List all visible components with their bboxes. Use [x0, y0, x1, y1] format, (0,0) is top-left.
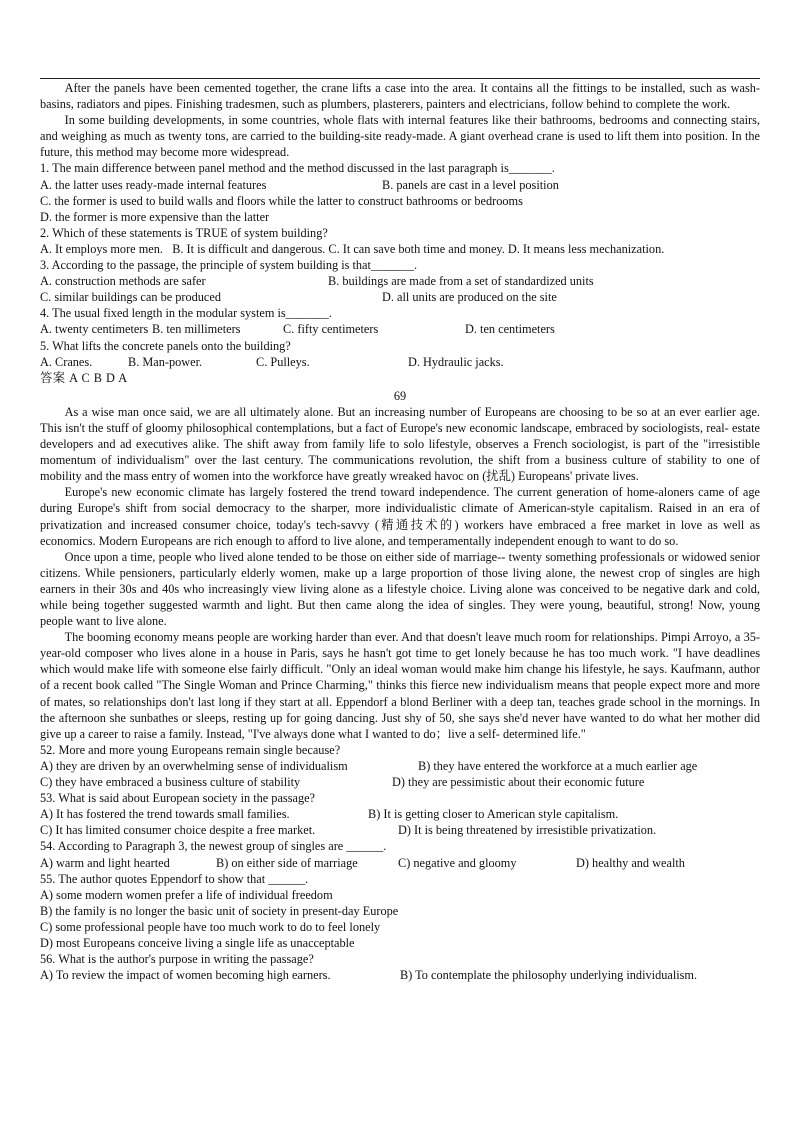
page-number: 69	[393, 388, 407, 403]
question: 56. What is the author's purpose in writing the passage?	[40, 952, 314, 967]
option: A. the latter uses ready-made internal features	[40, 177, 267, 192]
option: D. ten centimeters	[465, 322, 555, 337]
option: D) most Europeans conceive living a single life as unacceptable	[40, 935, 355, 950]
option-row	[40, 354, 760, 370]
passage2-paragraph: Europe's new economic climate has largely fostered the trend toward independence. The current generation of home-aloners came of age during Europe's shift from social democracy to the sharper, more individualistic climate of American-style capitalism. Raised in an era of privatization and increased consumer choice, today's tech-savvy (精通技术的) workers have embraced a free market in love as well as economics. Modern Europeans are rich enough to afford to live alone, and temperamentally independent enough to want to do so.	[40, 485, 760, 548]
passage1-paragraph: In some building developments, in some countries, whole flats with internal features like their bathrooms, bedrooms and connecting stairs, and weighing as much as twenty tons, are carried to the building-site ready-made. A giant overhead crane is used to lift them into position. In the future, this method may become more widespread.	[40, 113, 760, 160]
option: C. Pulleys.	[256, 354, 310, 369]
option-row	[40, 758, 760, 774]
option: B) To contemplate the philosophy underlying individualism.	[400, 968, 698, 983]
option: B. panels are cast in a level position	[382, 177, 559, 192]
question: 54. According to Paragraph 3, the newest group of singles are ______.	[40, 839, 387, 854]
option: A) some modern women prefer a life of individual freedom	[40, 887, 333, 902]
option-row	[40, 321, 760, 337]
question: 3. According to the passage, the principle of system building is that_______.	[40, 258, 418, 273]
option: B) It is getting closer to American style capitalism.	[368, 807, 619, 822]
option: B) on either side of marriage	[216, 855, 358, 870]
option: B. ten millimeters	[152, 322, 241, 337]
option: A) To review the impact of women becoming high earners.	[40, 968, 331, 983]
option: C. fifty centimeters	[283, 322, 379, 337]
passage2-paragraph: Once upon a time, people who lived alone tended to be those on either side of marriage-- twenty something professionals or widowed senior citizens. While pensioners, particularly elderly women, make up a large proportion of those living alone, the newest crop of singles are high earners in their 30s and 40s who increasingly view living alone as a lifestyle choice. Living alone was conceived to be negative dark and cold, while being together suggested warmth and light. But then came along the idea of singles. They were young, beautiful, strong! Now, young people want to live alone.	[40, 549, 760, 629]
passage2-paragraph: The booming economy means people are working harder than ever. And that doesn't leave much room for relationships. Pimpi Arroyo, a 35-year-old composer who lives alone in a house in Paris, says he hasn't got time to get lonely because he has too much work. "I have deadlines which would make life with someone else fairly difficult. "Only an ideal woman would make him change his lifestyle, he says. Kaufmann, author of a recent book called "The Single Woman and Prince Charming," thinks this fierce new individualism means that people expect more and more of mates, so relationships don't last long if they start at all. Eppendorf a blond Berliner with a deep tan, teaches grade school in the mornings. In the afternoon she sunbathes or sleeps, resting up for going dancing. Just shy of 50, she says she'd never have wanted to do what her mother did give up a career to raise a family. Instead, "I've always done what I wanted to do；live a self- determined life."	[40, 630, 760, 741]
option-row	[40, 822, 760, 838]
option: C. It can save both time and money.	[328, 241, 505, 256]
question: 2. Which of these statements is TRUE of system building?	[40, 225, 328, 240]
question: 5. What lifts the concrete panels onto the building?	[40, 338, 291, 353]
option: B. It is difficult and dangerous.	[172, 241, 326, 256]
option: D. It means less mechanization.	[507, 241, 665, 256]
option: C. the former is used to build walls and floors while the latter to construct bathrooms or bedrooms	[40, 193, 523, 208]
passage1-paragraph: After the panels have been cemented together, the crane lifts a case into the area. It contains all the fittings to be installed, such as wash-basins, radiators and pipes. Finishing tradesmen, such as plumbers, plasterers, painters and electricians, follow behind to complete the work.	[40, 81, 760, 112]
question: 55. The author quotes Eppendorf to show that ______.	[40, 871, 309, 886]
option: B) they have entered the workforce at a much earlier age	[418, 758, 698, 773]
option: A. construction methods are safer	[40, 274, 206, 289]
option: D) healthy and wealth	[576, 855, 685, 870]
question: 52. More and more young Europeans remain single because?	[40, 742, 341, 757]
option: D. the former is more expensive than the latter	[40, 209, 270, 224]
option: A) warm and light hearted	[40, 855, 170, 870]
header-rule	[40, 78, 760, 79]
option-row	[40, 273, 760, 289]
option: C) some professional people have too much work to do to feel lonely	[40, 919, 381, 934]
document-page	[40, 80, 760, 983]
option: D) they are pessimistic about their economic future	[392, 775, 645, 790]
option-row	[40, 774, 760, 790]
option: A. It employs more men.	[40, 241, 163, 256]
option: B. Man-power.	[128, 354, 203, 369]
option: A. twenty centimeters	[40, 322, 149, 337]
option-row	[40, 967, 760, 983]
option: C. similar buildings can be produced	[40, 290, 222, 305]
option: C) they have embraced a business culture of stability	[40, 775, 301, 790]
passage2-paragraph: As a wise man once said, we are all ultimately alone. But an increasing number of Europeans are choosing to be so at an ever earlier age. This isn't the stuff of gloomy philosophical contemplations, but a fact of Europe's new economic landscape, embraced by sociologists, real- estate developers and ad executives alike. The shift away from family life to solo lifestyle, observes a French sociologist, is part of the "irresistible momentum of individualism" over the last century. The communications revolution, the shift from a business culture of stability to one of mobility and the mass entry of women into the workforce have greatly wreaked havoc on (扰乱) Europeans' private lives.	[40, 404, 760, 484]
option: B. buildings are made from a set of standardized units	[328, 274, 594, 289]
option-row	[40, 855, 760, 871]
option: C) It has limited consumer choice despite a free market.	[40, 823, 316, 838]
answer-key: 答案 A C B D A	[40, 370, 128, 385]
question: 53. What is said about European society in the passage?	[40, 791, 316, 806]
option-row	[40, 177, 760, 193]
option: A. Cranes.	[40, 354, 93, 369]
option: D. Hydraulic jacks.	[408, 354, 504, 369]
option-row	[40, 289, 760, 305]
option: A) they are driven by an overwhelming sense of individualism	[40, 758, 348, 773]
question: 4. The usual fixed length in the modular system is_______.	[40, 306, 332, 321]
option: D) It is being threatened by irresistible privatization.	[398, 823, 657, 838]
option: D. all units are produced on the site	[382, 290, 557, 305]
option: B) the family is no longer the basic unit of society in present-day Europe	[40, 903, 399, 918]
option-row	[40, 241, 760, 257]
option: C) negative and gloomy	[398, 855, 517, 870]
option-row	[40, 806, 760, 822]
question: 1. The main difference between panel method and the method discussed in the last paragraph is_______.	[40, 161, 555, 176]
option: A) It has fostered the trend towards small families.	[40, 807, 290, 822]
